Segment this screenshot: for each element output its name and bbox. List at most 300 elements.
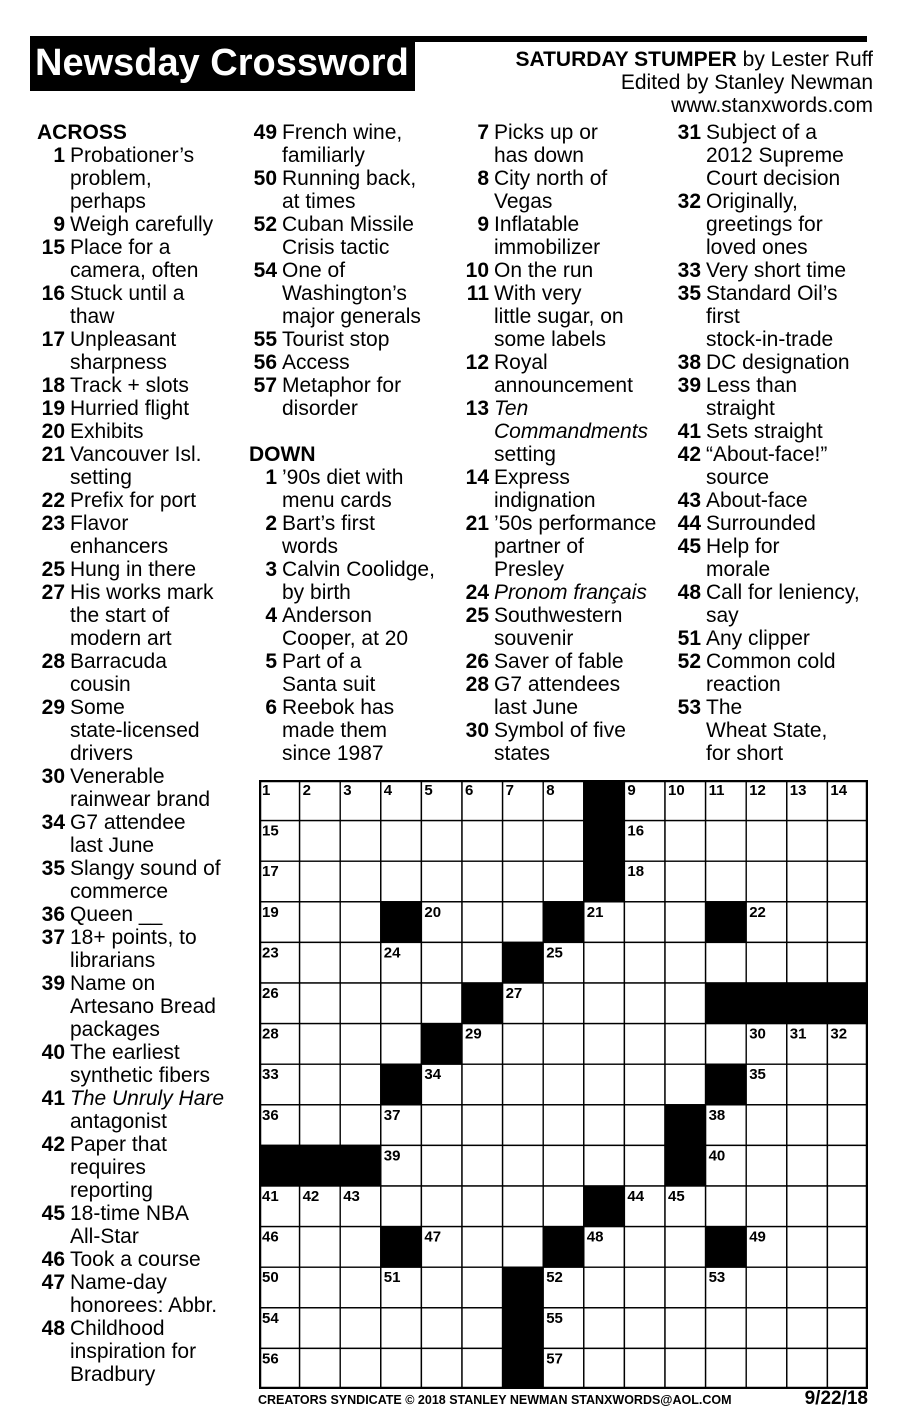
grid-cell[interactable] (340, 1227, 381, 1268)
clue-item[interactable] (249, 466, 459, 512)
grid-cell[interactable] (665, 983, 706, 1024)
clue-number: 28 (465, 673, 489, 696)
grid-cell[interactable] (340, 821, 381, 862)
grid-cell[interactable] (584, 983, 625, 1024)
grid-cell[interactable] (827, 1308, 868, 1349)
grid-cell[interactable] (340, 1105, 381, 1146)
clue-item[interactable] (37, 972, 247, 1041)
clue-item[interactable] (673, 190, 878, 259)
clue-item[interactable] (461, 351, 671, 397)
clue-item[interactable] (249, 328, 459, 351)
crossword-grid (259, 780, 868, 1389)
clue-number: 28 (41, 650, 65, 673)
clue-text-line: With very (494, 282, 582, 305)
clue-number: 25 (41, 558, 65, 581)
clue-item[interactable] (461, 581, 671, 604)
clue-text-line: Slangy sound of (70, 857, 221, 880)
grid-cell[interactable] (746, 1348, 787, 1389)
grid-cell[interactable] (543, 821, 584, 862)
clue-text-line: Exhibits (70, 420, 144, 443)
grid-cell[interactable] (787, 1348, 828, 1389)
grid-cell[interactable] (381, 1024, 422, 1065)
grid-cell[interactable] (421, 1267, 462, 1308)
grid-cell[interactable] (665, 1308, 706, 1349)
cell-number: 3 (343, 782, 352, 799)
grid-cell[interactable] (827, 1348, 868, 1389)
clue-item[interactable] (37, 512, 247, 558)
grid-cell[interactable] (381, 983, 422, 1024)
cell-number: 36 (262, 1106, 279, 1124)
grid-cell[interactable] (827, 1145, 868, 1186)
grid-cell[interactable] (300, 1267, 341, 1308)
grid-cell[interactable] (827, 1227, 868, 1268)
clue-text-line: Wheat State, (706, 719, 828, 742)
grid-cell[interactable] (584, 1267, 625, 1308)
cell-number: 38 (708, 1106, 726, 1124)
grid-cell[interactable] (787, 1186, 828, 1227)
clue-number: 49 (253, 121, 277, 144)
grid-cell[interactable] (665, 902, 706, 943)
clue-item[interactable] (37, 558, 247, 581)
clue-item[interactable] (461, 604, 671, 650)
clue-text-line: straight (706, 397, 775, 420)
grid-cell[interactable] (300, 942, 341, 983)
grid-cell[interactable] (340, 1308, 381, 1349)
grid-cell[interactable] (665, 1024, 706, 1065)
grid-cell[interactable] (503, 1145, 544, 1186)
clue-item[interactable] (37, 328, 247, 374)
grid-cell[interactable] (787, 942, 828, 983)
clue-number: 24 (465, 581, 489, 604)
grid-cell[interactable] (624, 942, 665, 983)
clue-text-line: Reebok has (282, 696, 395, 719)
black-square (787, 983, 828, 1024)
clue-item[interactable] (37, 811, 247, 857)
cell-number: 5 (424, 782, 433, 799)
clue-item[interactable] (461, 466, 671, 512)
clue-item[interactable] (37, 236, 247, 282)
grid-cell[interactable] (421, 1105, 462, 1146)
grid-cell[interactable] (584, 942, 625, 983)
grid-cell[interactable] (665, 1064, 706, 1105)
grid-cell[interactable] (421, 821, 462, 862)
clue-item[interactable] (37, 489, 247, 512)
clue-item[interactable] (37, 1041, 247, 1087)
grid-cell[interactable] (665, 861, 706, 902)
clue-item[interactable] (673, 259, 878, 282)
clue-item[interactable] (673, 696, 878, 765)
black-square (584, 1186, 625, 1227)
clue-text-line: The (706, 696, 743, 719)
clue-item[interactable] (673, 420, 878, 443)
grid-cell[interactable] (421, 1308, 462, 1349)
grid-cell[interactable] (421, 1348, 462, 1389)
grid-cell[interactable] (624, 1308, 665, 1349)
grid-cell[interactable] (340, 1024, 381, 1065)
grid-cell[interactable] (300, 983, 341, 1024)
grid-cell[interactable] (462, 942, 503, 983)
grid-cell[interactable] (706, 1348, 747, 1389)
clue-item[interactable] (37, 926, 247, 972)
clue-text-line: Less than (706, 374, 798, 397)
clue-item[interactable] (673, 443, 878, 489)
grid-cell[interactable] (787, 902, 828, 943)
clue-item[interactable] (673, 351, 878, 374)
grid-cell[interactable] (421, 942, 462, 983)
clue-item[interactable] (249, 650, 459, 696)
clue-item[interactable] (249, 121, 459, 167)
grid-cell[interactable] (300, 902, 341, 943)
clue-text-line: announcement (494, 374, 633, 397)
grid-cell[interactable] (584, 1145, 625, 1186)
clue-text-line: Childhood (70, 1317, 165, 1340)
grid-cell[interactable] (787, 1145, 828, 1186)
grid-cell[interactable] (462, 1186, 503, 1227)
clue-text-line: immobilizer (494, 236, 601, 259)
cell-number: 12 (749, 782, 766, 799)
clue-item[interactable] (37, 144, 247, 213)
grid-cell[interactable] (665, 1227, 706, 1268)
clue-text-line: Running back, (282, 167, 417, 190)
clue-text-line: Vegas (494, 190, 553, 213)
clue-item[interactable] (249, 259, 459, 328)
grid-cell[interactable] (381, 861, 422, 902)
clue-text-line: Name-day (70, 1271, 167, 1294)
grid-cell[interactable] (746, 1308, 787, 1349)
grid-cell[interactable] (543, 1024, 584, 1065)
clue-number: 39 (41, 972, 65, 995)
clue-text-line: since 1987 (282, 742, 384, 765)
cell-number: 33 (262, 1066, 279, 1084)
grid-cell[interactable] (827, 1267, 868, 1308)
grid-cell[interactable] (787, 1105, 828, 1146)
clue-number: 12 (465, 351, 489, 374)
grid-cell[interactable] (381, 1186, 422, 1227)
cell-number: 53 (708, 1269, 726, 1287)
clue-item[interactable] (37, 1271, 247, 1317)
clue-item[interactable] (37, 903, 247, 926)
clue-text-line: last June (494, 696, 579, 719)
cell-number: 16 (627, 822, 645, 840)
clue-number: 17 (41, 328, 65, 351)
grid-cell[interactable] (462, 1227, 503, 1268)
grid-cell[interactable] (340, 861, 381, 902)
grid-cell[interactable] (421, 1186, 462, 1227)
grid-cell[interactable] (746, 861, 787, 902)
page-title: Newsday Crossword (30, 36, 415, 91)
grid-cell[interactable] (300, 821, 341, 862)
clue-item[interactable] (37, 1087, 247, 1133)
clue-text-line: setting (494, 443, 556, 466)
grid-cell[interactable] (706, 1308, 747, 1349)
clue-item[interactable] (461, 259, 671, 282)
website-link[interactable]: www.stanxwords.com (671, 94, 873, 117)
grid-cell[interactable] (746, 942, 787, 983)
grid-cell[interactable] (624, 1145, 665, 1186)
clue-number: 36 (41, 903, 65, 926)
cell-number: 29 (465, 1025, 482, 1043)
grid-cell[interactable] (503, 821, 544, 862)
grid-cell[interactable] (300, 1105, 341, 1146)
grid-cell[interactable] (340, 902, 381, 943)
grid-cell[interactable] (624, 983, 665, 1024)
grid-cell[interactable] (706, 821, 747, 862)
grid-cell[interactable] (381, 1348, 422, 1389)
grid-cell[interactable] (340, 1348, 381, 1389)
grid-cell[interactable] (584, 1348, 625, 1389)
grid-cell[interactable] (827, 1064, 868, 1105)
clue-item[interactable] (249, 213, 459, 259)
clue-item[interactable] (461, 719, 671, 765)
clue-item[interactable] (37, 765, 247, 811)
black-square (706, 1227, 747, 1268)
clue-item[interactable] (461, 121, 671, 167)
clue-item[interactable] (673, 282, 878, 351)
grid-cell[interactable] (787, 1308, 828, 1349)
clue-number: 33 (677, 259, 701, 282)
clue-number: 38 (677, 351, 701, 374)
grid-cell[interactable] (746, 1105, 787, 1146)
grid-cell[interactable] (503, 1186, 544, 1227)
grid-cell[interactable] (381, 1308, 422, 1349)
clue-text-line: first (706, 305, 740, 328)
grid-cell[interactable] (462, 902, 503, 943)
cell-number: 26 (262, 985, 279, 1002)
cell-number: 43 (343, 1188, 360, 1205)
clue-number: 56 (253, 351, 277, 374)
grid-cell[interactable] (543, 1186, 584, 1227)
cell-number: 13 (789, 782, 807, 799)
grid-cell[interactable] (584, 1308, 625, 1349)
grid-cell[interactable] (787, 1267, 828, 1308)
grid-cell[interactable] (665, 942, 706, 983)
grid-cell[interactable] (462, 861, 503, 902)
clue-text-line: Hurried flight (70, 397, 190, 420)
grid-cell[interactable] (706, 1024, 747, 1065)
clue-text-line: has down (494, 144, 584, 167)
clue-text-line: Ten (494, 397, 529, 420)
clue-item[interactable] (249, 696, 459, 765)
grid-cell[interactable] (462, 1105, 503, 1146)
clue-text-line: Hung in there (70, 558, 197, 581)
black-square (584, 861, 625, 902)
clue-number: 39 (677, 374, 701, 397)
clue-item[interactable] (249, 604, 459, 650)
clue-item[interactable] (461, 650, 671, 673)
grid-cell[interactable] (340, 983, 381, 1024)
clue-number: 41 (41, 1087, 65, 1110)
grid-cell[interactable] (462, 1064, 503, 1105)
clue-item[interactable] (461, 167, 671, 213)
grid-cell[interactable] (827, 1186, 868, 1227)
clue-item[interactable] (37, 696, 247, 765)
clue-item[interactable] (249, 167, 459, 213)
grid-cell[interactable] (462, 1267, 503, 1308)
clue-item[interactable] (461, 512, 671, 581)
grid-cell[interactable] (421, 1145, 462, 1186)
grid-cell[interactable] (462, 1348, 503, 1389)
grid-cell[interactable] (340, 1064, 381, 1105)
grid-cell[interactable] (624, 1064, 665, 1105)
clue-item[interactable] (37, 581, 247, 650)
clue-text-line: Commandments (494, 420, 649, 443)
clue-item[interactable] (249, 558, 459, 604)
clue-item[interactable] (37, 1317, 247, 1386)
clue-text-line: Presley (494, 558, 565, 581)
grid-cell[interactable] (746, 1186, 787, 1227)
clue-item[interactable] (249, 351, 459, 374)
clue-item[interactable] (673, 121, 878, 190)
grid-cell[interactable] (543, 983, 584, 1024)
grid-cell[interactable] (503, 902, 544, 943)
grid-cell[interactable] (827, 821, 868, 862)
grid-cell[interactable] (543, 861, 584, 902)
clue-number: 4 (265, 604, 277, 627)
clue-item[interactable] (37, 1133, 247, 1202)
grid-cell[interactable] (706, 942, 747, 983)
clue-item[interactable] (37, 1202, 247, 1248)
cell-number: 6 (465, 782, 474, 799)
grid-cell[interactable] (340, 1267, 381, 1308)
clue-item[interactable] (461, 282, 671, 351)
clue-number: 5 (265, 650, 277, 673)
clue-number: 18 (41, 374, 65, 397)
clue-item[interactable] (37, 650, 247, 696)
clue-item[interactable] (673, 581, 878, 627)
grid-cell[interactable] (503, 861, 544, 902)
grid-cell[interactable] (462, 1145, 503, 1186)
clue-item[interactable] (673, 627, 878, 650)
grid-cell[interactable] (462, 1308, 503, 1349)
grid-cell[interactable] (746, 1145, 787, 1186)
clue-text-line: camera, often (70, 259, 199, 282)
clue-item[interactable] (37, 857, 247, 903)
clue-item[interactable] (461, 673, 671, 719)
clue-item[interactable] (37, 282, 247, 328)
grid-cell[interactable] (584, 1105, 625, 1146)
cell-number: 32 (830, 1025, 848, 1043)
grid-cell[interactable] (665, 1267, 706, 1308)
clue-text-line: Queen __ (70, 903, 163, 926)
grid-cell[interactable] (665, 1348, 706, 1389)
clue-item[interactable] (461, 213, 671, 259)
clue-item[interactable] (249, 374, 459, 420)
clue-text-line: at times (282, 190, 356, 213)
clue-number: 52 (253, 213, 277, 236)
clue-text-line: Probationer’s (70, 144, 195, 167)
grid-cell[interactable] (624, 1267, 665, 1308)
grid-cell[interactable] (503, 1024, 544, 1065)
cell-number: 15 (262, 822, 279, 840)
grid-cell[interactable] (827, 1105, 868, 1146)
grid-cell[interactable] (665, 821, 706, 862)
grid-cell[interactable] (300, 1024, 341, 1065)
clue-text-line: Subject of a (706, 121, 817, 144)
grid-cell[interactable] (624, 1024, 665, 1065)
clue-item[interactable] (673, 650, 878, 696)
grid-cell[interactable] (624, 902, 665, 943)
grid-cell[interactable] (421, 861, 462, 902)
grid-cell[interactable] (421, 983, 462, 1024)
clue-number: 1 (265, 466, 277, 489)
grid-cell[interactable] (381, 821, 422, 862)
clue-item[interactable] (37, 420, 247, 443)
grid-cell[interactable] (827, 942, 868, 983)
grid-cell[interactable] (503, 1227, 544, 1268)
grid-cell[interactable] (300, 1227, 341, 1268)
grid-cell[interactable] (543, 1145, 584, 1186)
grid-cell[interactable] (462, 821, 503, 862)
clue-number: 14 (465, 466, 489, 489)
clue-number: 44 (677, 512, 701, 535)
grid-cell[interactable] (787, 821, 828, 862)
grid-cell[interactable] (827, 902, 868, 943)
grid-cell[interactable] (300, 861, 341, 902)
clue-item[interactable] (673, 535, 878, 581)
black-square (381, 1064, 422, 1105)
clue-item[interactable] (37, 374, 247, 397)
grid-cell[interactable] (340, 942, 381, 983)
clue-item[interactable] (673, 489, 878, 512)
clue-text-line: rainwear brand (70, 788, 211, 811)
clue-item[interactable] (37, 397, 247, 420)
grid-cell[interactable] (706, 1186, 747, 1227)
clue-number: 11 (466, 282, 489, 305)
grid-cell[interactable] (543, 1064, 584, 1105)
grid-cell[interactable] (300, 1348, 341, 1389)
grid-cell[interactable] (624, 1105, 665, 1146)
clue-text-line: states (494, 742, 551, 765)
grid-cell[interactable] (503, 1105, 544, 1146)
clue-text-line: drivers (70, 742, 134, 765)
cell-number: 51 (383, 1269, 401, 1287)
clue-item[interactable] (673, 512, 878, 535)
clue-text-line: Weigh carefully (70, 213, 214, 236)
grid-cell[interactable] (584, 1064, 625, 1105)
clue-text-line: About-face (706, 489, 808, 512)
grid-cell[interactable] (624, 1227, 665, 1268)
grid-cell[interactable] (787, 861, 828, 902)
clue-item[interactable] (461, 397, 671, 466)
grid-cell[interactable] (543, 1105, 584, 1146)
clue-number: 10 (465, 259, 489, 282)
black-square (503, 1267, 544, 1308)
grid-cell[interactable] (746, 821, 787, 862)
grid-cell[interactable] (300, 1308, 341, 1349)
grid-cell[interactable] (584, 1024, 625, 1065)
grid-cell[interactable] (503, 1064, 544, 1105)
puzzle-date: 9/22/18 (804, 1388, 868, 1409)
grid-cell[interactable] (706, 861, 747, 902)
clue-item[interactable] (37, 213, 247, 236)
grid-cell[interactable] (787, 1064, 828, 1105)
cell-number: 17 (262, 863, 279, 881)
grid-cell[interactable] (300, 1064, 341, 1105)
grid-cell[interactable] (787, 1227, 828, 1268)
clue-text-line: All-Star (70, 1225, 139, 1248)
grid-cell[interactable] (624, 1348, 665, 1389)
clue-number: 20 (41, 420, 65, 443)
clue-item[interactable] (37, 443, 247, 489)
grid-cell[interactable] (746, 1267, 787, 1308)
black-square (827, 983, 868, 1024)
cell-number: 47 (424, 1228, 442, 1246)
clue-item[interactable] (37, 1248, 247, 1271)
clue-item[interactable] (673, 374, 878, 420)
clue-item[interactable] (249, 512, 459, 558)
grid-cell[interactable] (827, 861, 868, 902)
clue-column-3 (461, 121, 671, 765)
